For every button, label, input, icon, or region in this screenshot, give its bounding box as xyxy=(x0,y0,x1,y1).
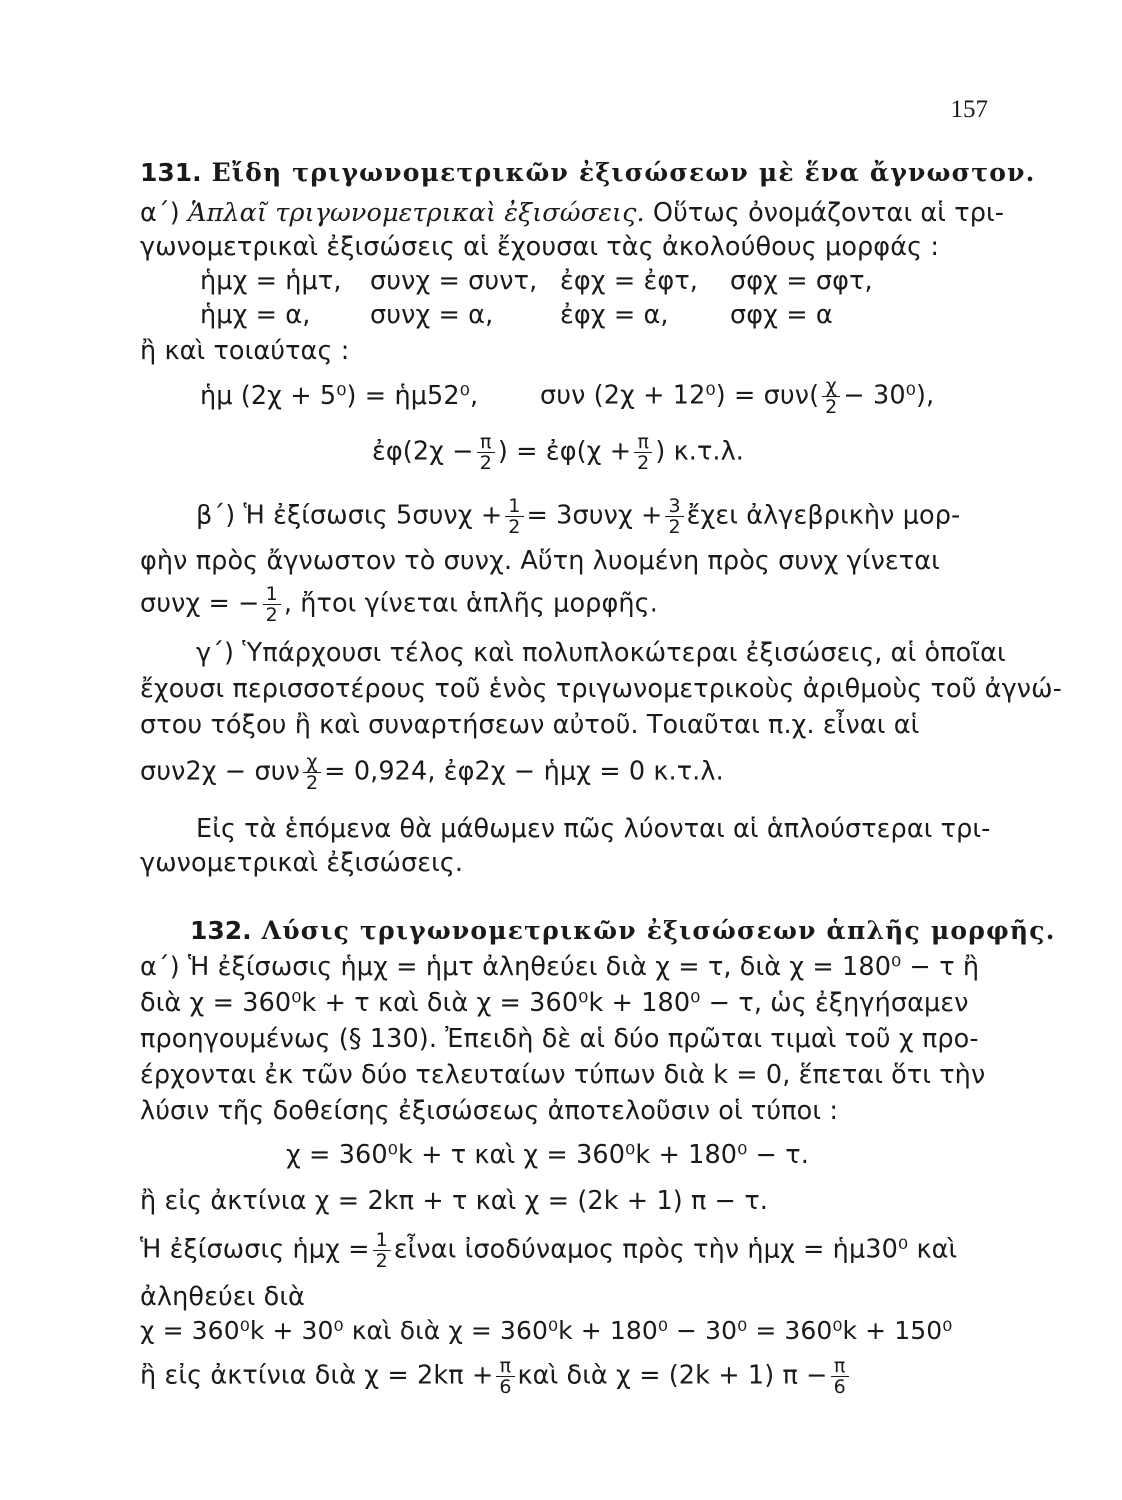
a-text: Οὕτως ὀνομάζονται αἱ τρι- xyxy=(652,198,1005,228)
b-text-a: β΄) Ἡ ἐξίσωσις 5συνχ + xyxy=(196,500,503,531)
form-1-4: σφχ = σφτ, xyxy=(730,266,873,296)
paragraph-g-line4 xyxy=(140,752,992,793)
eq-text-b: εἶναι ἰσοδύναμος πρὸς τὴν ἡμχ = ἡμ30⁰ καὶ xyxy=(393,1234,958,1265)
fraction-x-over-2: $\frac{\chi}{2}$ xyxy=(822,376,840,417)
formula-2: χ = 360⁰k + 30⁰ καὶ διὰ χ = 360⁰k + 180⁰ − 30⁰ = 360⁰k + 150⁰ xyxy=(140,1316,953,1345)
form-2-4: σφχ = α xyxy=(730,300,833,330)
section-131-number: 131. xyxy=(140,158,202,187)
section-131-heading xyxy=(140,156,1036,190)
fraction-x-over-2-b: $\frac{\chi}{2}$ xyxy=(303,752,321,793)
example-row-1 xyxy=(200,376,1052,417)
eq-text-a: Ἡ ἐξίσωσις ἡμχ = xyxy=(140,1234,370,1265)
forms-row-1 xyxy=(200,264,1052,298)
section-132-number: 132. xyxy=(190,916,252,945)
b-line3-b: , ἤτοι γίνεται ἁπλῆς μορφῆς. xyxy=(283,588,658,619)
paragraph-g-line3: στου τόξου ἢ καὶ συναρτήσεων αὐτοῦ. Τοιαῦται π.χ. εἶναι αἱ xyxy=(140,710,920,740)
fraction-pi-over-2-b: $\frac{\pi}{2}$ xyxy=(634,432,652,473)
b-line3-a: συνχ = − xyxy=(140,588,260,619)
example-1b: συν (2χ + 12⁰) = συν( xyxy=(540,380,820,411)
form-1-1: ἡμχ = ἡμτ, xyxy=(200,266,342,296)
paragraph-b-line2: φὴν πρὸς ἄγνωστον τὸ συνχ. Αὕτη λυομένη πρὸς συνχ γίνεται xyxy=(140,546,940,576)
page-number: 157 xyxy=(950,96,988,123)
paragraph-b-line3 xyxy=(140,584,992,625)
example-1b-tail: − 30⁰), xyxy=(843,380,935,411)
form-2-1: ἡμχ = α, xyxy=(200,300,311,330)
form-2-2: συνχ = α, xyxy=(370,300,494,330)
form-1-3: ἐφχ = ἐφτ, xyxy=(560,266,698,296)
or-such-line: ἢ καὶ τοιαύτας : xyxy=(140,336,350,366)
fraction-3-over-2: $\frac{3}{2}$ xyxy=(665,496,683,537)
fraction-neg-1-over-2: $\frac{1}{2}$ xyxy=(263,584,281,625)
s132-line4: έρχονται ἐκ τῶν δύο τελευταίων τύπων διὰ k = 0, ἕπεται ὅτι τὴν xyxy=(140,1060,986,1090)
paragraph-b-line1 xyxy=(196,496,1048,537)
a-label: α΄) xyxy=(140,198,180,228)
example-2c: ) κ.τ.λ. xyxy=(655,436,745,467)
next-line2: γωνομετρικαὶ ἐξισώσεις. xyxy=(140,848,464,878)
fraction-pi-over-6-a: $\frac{\pi}{6}$ xyxy=(496,1356,514,1397)
g-line4-a: συν2χ − συν xyxy=(140,756,300,787)
s132-line5: λύσιν τῆς δοθείσης ἐξισώσεως ἀποτελοῦσιν οἱ τύποι : xyxy=(140,1096,839,1126)
b-text-c: ἔχει ἀλγεβρικὴν μορ- xyxy=(686,500,961,531)
formula-1: χ = 360⁰k + τ καὶ χ = 360⁰k + 180⁰ − τ. xyxy=(286,1140,809,1170)
radians-2 xyxy=(140,1356,992,1397)
next-line1: Εἰς τὰ ἑπόμενα θὰ μάθωμεν πῶς λύονται αἱ ἁπλούστεραι τρι- xyxy=(196,814,991,844)
paragraph-g-line1: γ΄) Ὑπάρχουσι τέλος καὶ πολυπλοκώτεραι ἐξισώσεις, αἱ ὁποῖαι xyxy=(196,638,1006,668)
equation-line xyxy=(140,1230,992,1271)
example-2b: ) = ἐφ(χ + xyxy=(497,436,632,467)
rad2-text-b: καὶ διὰ χ = (2k + 1) π − xyxy=(517,1360,828,1391)
example-1a: ἡμ (2χ + 5⁰) = ἡμ52⁰, xyxy=(200,380,479,411)
radians-1: ἢ εἰς ἀκτίνια χ = 2kπ + τ καὶ χ = (2k + 1) π − τ. xyxy=(140,1186,769,1216)
example-row-2 xyxy=(372,432,1122,473)
example-2a: ἐφ(2χ − xyxy=(372,436,474,467)
section-132-heading xyxy=(190,914,1056,948)
form-2-3: ἐφχ = α, xyxy=(560,300,669,330)
form-1-2: συνχ = συντ, xyxy=(370,266,538,296)
section-131-title: Εἴδη τριγωνομετρικῶν ἐξισώσεων μὲ ἕνα ἄγνωστον. xyxy=(211,158,1036,187)
forms-row-2 xyxy=(200,298,1052,332)
fraction-pi-over-6-b: $\frac{\pi}{6}$ xyxy=(831,1356,849,1397)
fraction-1-over-2: $\frac{1}{2}$ xyxy=(505,496,523,537)
a-italic-term: Ἁπλαῖ τριγωνομετρικαὶ ἐξισώσεις. xyxy=(188,198,645,228)
s132-line3: προηγουμένως (§ 130). Ἐπειδὴ δὲ αἱ δύο πρῶται τιμαὶ τοῦ χ προ- xyxy=(140,1024,979,1054)
g-line4-b: = 0,924, ἐφ2χ − ἡμχ = 0 κ.τ.λ. xyxy=(324,756,724,787)
fraction-pi-over-2-a: $\frac{\pi}{2}$ xyxy=(477,432,495,473)
s132-line1: α΄) Ἡ ἐξίσωσις ἡμχ = ἡμτ ἀληθεύει διὰ χ = τ, διὰ χ = 180⁰ − τ ἢ xyxy=(140,952,980,982)
s132-line2: διὰ χ = 360⁰k + τ καὶ διὰ χ = 360⁰k + 180⁰ − τ, ὡς ἐξηγήσαμεν xyxy=(140,988,969,1018)
b-text-b: = 3συνχ + xyxy=(526,500,663,531)
paragraph-g-line2: ἔχουσι περισσοτέρους τοῦ ἑνὸς τριγωνομετρικοὺς ἀριθμοὺς τοῦ ἀγνώ- xyxy=(140,674,1062,704)
rad2-text-a: ἢ εἰς ἀκτίνια διὰ χ = 2kπ + xyxy=(140,1360,494,1391)
section-132-title: Λύσις τριγωνομετρικῶν ἐξισώσεων ἁπλῆς μορφῆς. xyxy=(261,916,1056,945)
paragraph-a-line1 xyxy=(140,196,1005,230)
paragraph-a-line2: γωνομετρικαὶ ἐξισώσεις αἱ ἔχουσαι τὰς ἀκολούθους μορφάς : xyxy=(140,232,940,262)
holds-line: ἀληθεύει διὰ xyxy=(140,1282,305,1312)
fraction-1-over-2-b: $\frac{1}{2}$ xyxy=(373,1230,391,1271)
